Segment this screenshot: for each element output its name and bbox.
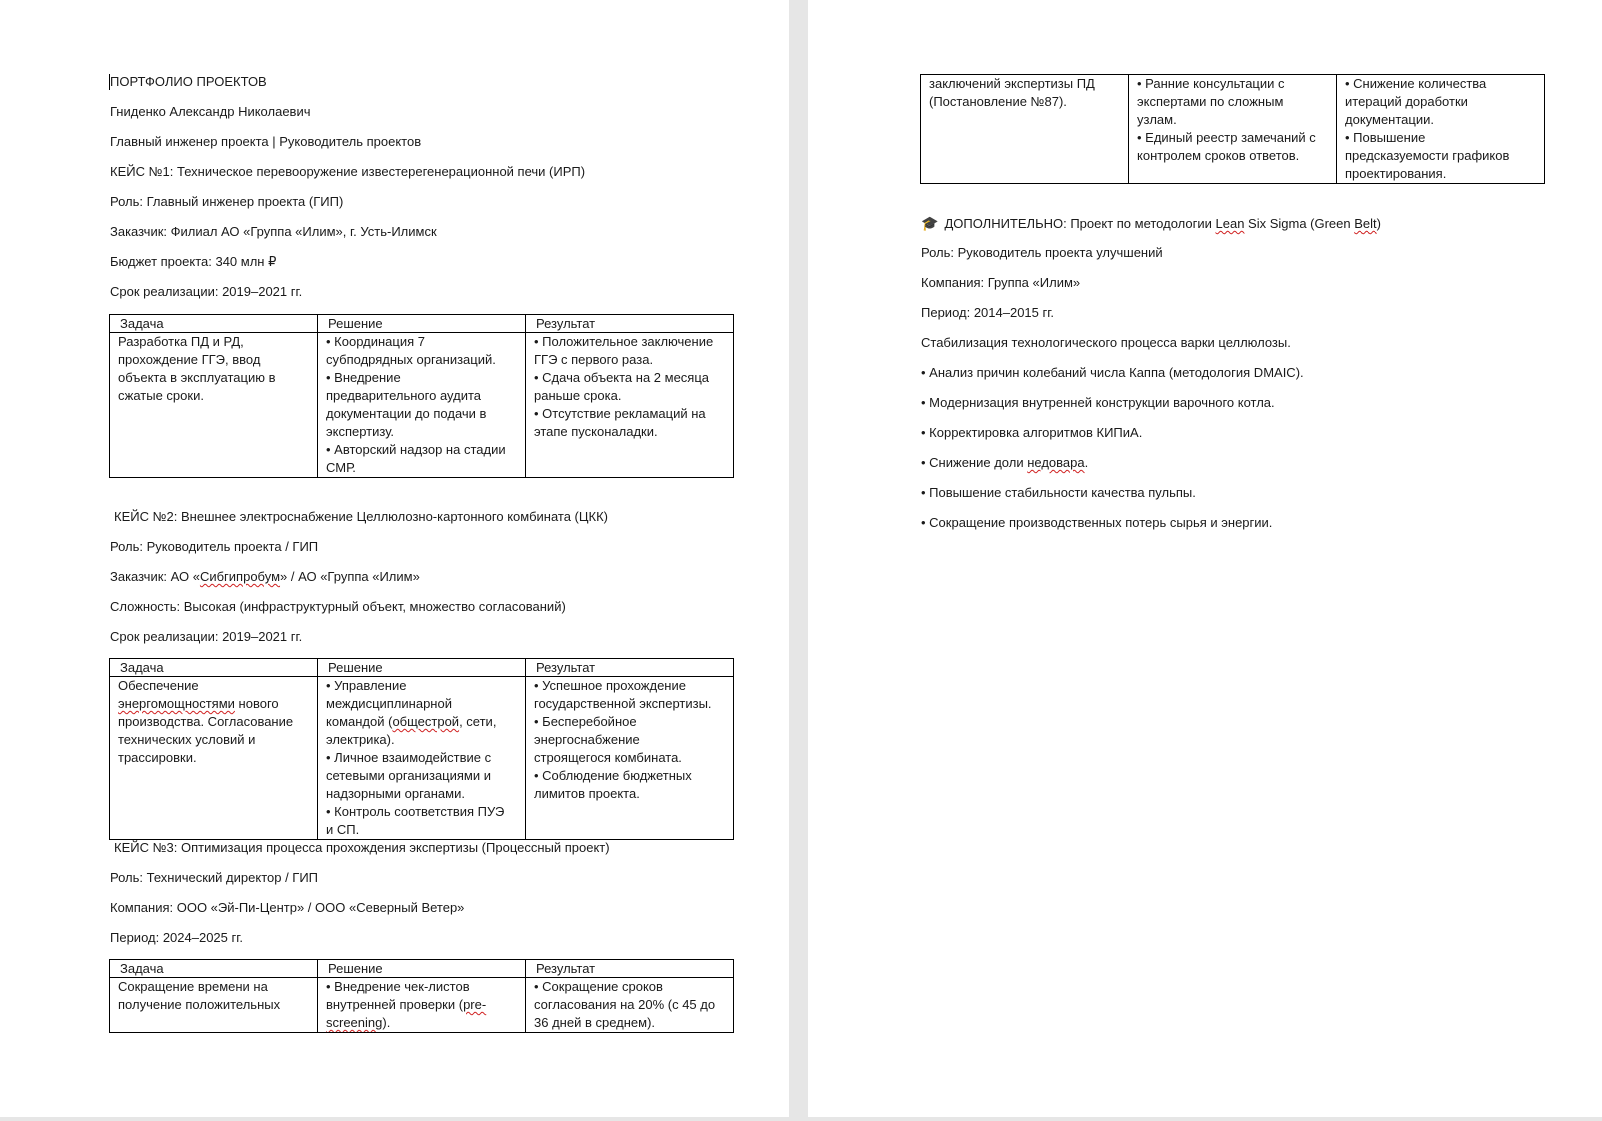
cell-line: • Ранние консультации с <box>1137 76 1285 91</box>
cell-line: итераций доработки <box>1345 94 1468 109</box>
cell-line: 36 дней в среднем). <box>534 1015 656 1030</box>
table-row <box>110 978 734 1033</box>
heading-text: ДОПОЛНИТЕЛЬНО: Проект по методологии <box>944 216 1216 231</box>
cell-line <box>326 996 519 1014</box>
cell-line: надзорными органами. <box>326 786 465 801</box>
task-cell <box>110 677 318 840</box>
cell-line: субподрядных организаций. <box>326 352 496 367</box>
cell-line: • Сдача объекта на 2 месяца <box>534 370 710 385</box>
heading-text: Six Sigma (Green <box>1244 216 1355 231</box>
cell-line: сжатые сроки. <box>118 388 204 403</box>
cell-line: прохождение ГГЭ, ввод <box>118 352 261 367</box>
cell-line: предварительного аудита <box>326 388 481 403</box>
result-cell <box>526 978 734 1033</box>
cell-text: нового <box>234 696 279 711</box>
cell-text: ). <box>382 1015 391 1030</box>
case2-table <box>109 658 734 840</box>
cell-line: СМР. <box>326 460 356 475</box>
header-task: Задача <box>110 659 318 677</box>
cell-line: • Бесперебойное <box>534 714 637 729</box>
case1-client: Заказчик: Филиал АО «Группа «Илим», г. Усть-Илимск <box>110 224 437 239</box>
header-result: Результат <box>526 315 734 333</box>
task-cell <box>110 333 318 478</box>
cell-line: документации. <box>1345 112 1434 127</box>
spellcheck-word: pre- <box>463 997 487 1012</box>
extra-bullet: • Модернизация внутренней конструкции варочного котла. <box>921 395 1275 410</box>
extra-period: Период: 2014–2015 гг. <box>921 305 1055 320</box>
cell-line: • Контроль соответствия ПУЭ <box>326 804 505 819</box>
extra-bullet <box>921 455 1088 471</box>
cell-line: и СП. <box>326 822 360 837</box>
extra-bullet: • Корректировка алгоритмов КИПиА. <box>921 425 1143 440</box>
case3-role: Роль: Технический директор / ГИП <box>110 870 319 885</box>
graduation-cap-icon: 🎓 <box>921 215 939 231</box>
cell-line: • Внедрение чек-листов <box>326 979 470 994</box>
author-position: Главный инженер проекта | Руководитель проектов <box>110 134 422 149</box>
cell-line: • Единый реестр замечаний с <box>1137 130 1316 145</box>
cell-line: • Внедрение <box>326 370 401 385</box>
extra-heading <box>921 215 1381 232</box>
task-cell <box>921 75 1129 184</box>
cell-line: узлам. <box>1137 112 1177 127</box>
case2-heading: КЕЙС №2: Внешнее электроснабжение Целлюлозно-картонного комбината (ЦКК) <box>114 509 608 524</box>
cell-line: технических условий и <box>118 732 256 747</box>
spellcheck-word: общестрой <box>392 714 460 729</box>
extra-summary: Стабилизация технологического процесса варки целлюлозы. <box>921 335 1291 350</box>
table-header-row <box>110 315 734 333</box>
cell-line: междисциплинарной <box>326 696 452 711</box>
case1-table <box>109 314 734 478</box>
cell-line: • Координация 7 <box>326 334 425 349</box>
portfolio-title: ПОРТФОЛИО ПРОЕКТОВ <box>110 74 267 89</box>
cell-line: сетевыми организациями и <box>326 768 491 783</box>
document-page-left <box>0 0 789 1117</box>
cell-text: , сети, <box>459 714 497 729</box>
client-suffix: » / АО «Группа «Илим» <box>280 569 420 584</box>
cell-line: предсказуемости графиков <box>1345 148 1510 163</box>
cell-line: документации до подачи в <box>326 406 487 421</box>
cell-line: (Постановление №87). <box>929 94 1067 109</box>
cell-line <box>326 1014 519 1032</box>
extra-bullet: • Повышение стабильности качества пульпы. <box>921 485 1196 500</box>
cell-line: раньше срока. <box>534 388 622 403</box>
solution-cell <box>318 677 526 840</box>
cell-line: согласования на 20% (с 45 до <box>534 997 716 1012</box>
case1-period: Срок реализации: 2019–2021 гг. <box>110 284 303 299</box>
cell-line: ГГЭ с первого раза. <box>534 352 654 367</box>
header-solution: Решение <box>318 659 526 677</box>
spellcheck-word: Lean <box>1215 216 1245 231</box>
table-header-row <box>110 659 734 677</box>
client-prefix: Заказчик: АО « <box>110 569 200 584</box>
cell-line: трассировки. <box>118 750 197 765</box>
cell-line: лимитов проекта. <box>534 786 640 801</box>
extra-bullet: • Анализ причин колебаний числа Каппа (методология DMAIC). <box>921 365 1304 380</box>
cell-line: заключений экспертизы ПД <box>929 76 1095 91</box>
cell-line: Обеспечение <box>118 678 199 693</box>
bullet-text: • Снижение доли <box>921 455 1028 470</box>
case3-heading: КЕЙС №3: Оптимизация процесса прохождения экспертизы (Процессный проект) <box>114 840 610 855</box>
cell-line: • Успешное прохождение <box>534 678 686 693</box>
table-header-row <box>110 960 734 978</box>
spellcheck-word: энергомощностями <box>118 696 235 711</box>
table-row <box>110 677 734 840</box>
cell-line: производства. Согласование <box>118 714 294 729</box>
cell-line: • Соблюдение бюджетных <box>534 768 692 783</box>
result-cell <box>526 677 734 840</box>
extra-bullet: • Сокращение производственных потерь сырья и энергии. <box>921 515 1273 530</box>
cell-line: Сокращение времени на <box>118 979 268 994</box>
cell-line: этапе пусконаладки. <box>534 424 658 439</box>
table-row <box>110 333 734 478</box>
cell-line: экспертизу. <box>326 424 395 439</box>
header-task: Задача <box>110 315 318 333</box>
header-task: Задача <box>110 960 318 978</box>
cell-line: • Личное взаимодействие с <box>326 750 492 765</box>
cell-line: • Отсутствие рекламаций на <box>534 406 706 421</box>
case1-role: Роль: Главный инженер проекта (ГИП) <box>110 194 344 209</box>
cell-line: объекта в эксплуатацию в <box>118 370 276 385</box>
solution-cell <box>1129 75 1337 184</box>
cell-line: • Авторский надзор на стадии <box>326 442 506 457</box>
cell-line: • Положительное заключение <box>534 334 714 349</box>
document-page-right <box>808 0 1602 1117</box>
cell-text: внутренней проверки ( <box>326 997 464 1012</box>
cell-line: • Сокращение сроков <box>534 979 663 994</box>
cell-line <box>118 695 311 713</box>
spellcheck-word: screening <box>326 1015 383 1030</box>
solution-cell <box>318 978 526 1033</box>
header-solution: Решение <box>318 315 526 333</box>
case3-table <box>109 959 734 1033</box>
case2-complexity: Сложность: Высокая (инфраструктурный объект, множество согласований) <box>110 599 566 614</box>
cell-line <box>326 713 519 731</box>
header-result: Результат <box>526 960 734 978</box>
table-row <box>921 75 1545 184</box>
case1-heading: КЕЙС №1: Техническое перевооружение известерегенерационной печи (ИРП) <box>110 164 586 179</box>
cell-line: • Снижение количества <box>1345 76 1487 91</box>
extra-role: Роль: Руководитель проекта улучшений <box>921 245 1163 260</box>
cell-line: • Управление <box>326 678 407 693</box>
cell-line: контролем сроков ответов. <box>1137 148 1300 163</box>
cell-line: электрика). <box>326 732 395 747</box>
spellcheck-word: недовара <box>1027 455 1085 470</box>
solution-cell <box>318 333 526 478</box>
bullet-text: . <box>1084 455 1089 470</box>
cell-line: энергоснабжение <box>534 732 640 747</box>
cell-line: строящегося комбината. <box>534 750 682 765</box>
cell-line: экспертами по сложным <box>1137 94 1284 109</box>
heading-text: ) <box>1376 216 1381 231</box>
author-name: Гниденко Александр Николаевич <box>110 104 311 119</box>
result-cell <box>1337 75 1545 184</box>
cell-line: получение положительных <box>118 997 281 1012</box>
case2-role: Роль: Руководитель проекта / ГИП <box>110 539 319 554</box>
spellcheck-word: Belt <box>1354 216 1377 231</box>
header-solution: Решение <box>318 960 526 978</box>
case3-company: Компания: ООО «Эй-Пи-Центр» / ООО «Северный Ветер» <box>110 900 465 915</box>
cell-line: • Повышение <box>1345 130 1426 145</box>
cell-line: Разработка ПД и РД, <box>118 334 244 349</box>
cell-line: государственной экспертизы. <box>534 696 712 711</box>
header-result: Результат <box>526 659 734 677</box>
case2-client <box>110 569 420 585</box>
spellcheck-word: Сибгипробум <box>199 569 281 584</box>
extra-company: Компания: Группа «Илим» <box>921 275 1081 290</box>
cell-text: командой ( <box>326 714 393 729</box>
case3-period: Период: 2024–2025 гг. <box>110 930 244 945</box>
case2-period: Срок реализации: 2019–2021 гг. <box>110 629 303 644</box>
result-cell <box>526 333 734 478</box>
task-cell <box>110 978 318 1033</box>
case3-table-continuation <box>920 74 1545 184</box>
case1-budget: Бюджет проекта: 340 млн ₽ <box>110 254 277 269</box>
cell-line: проектирования. <box>1345 166 1447 181</box>
